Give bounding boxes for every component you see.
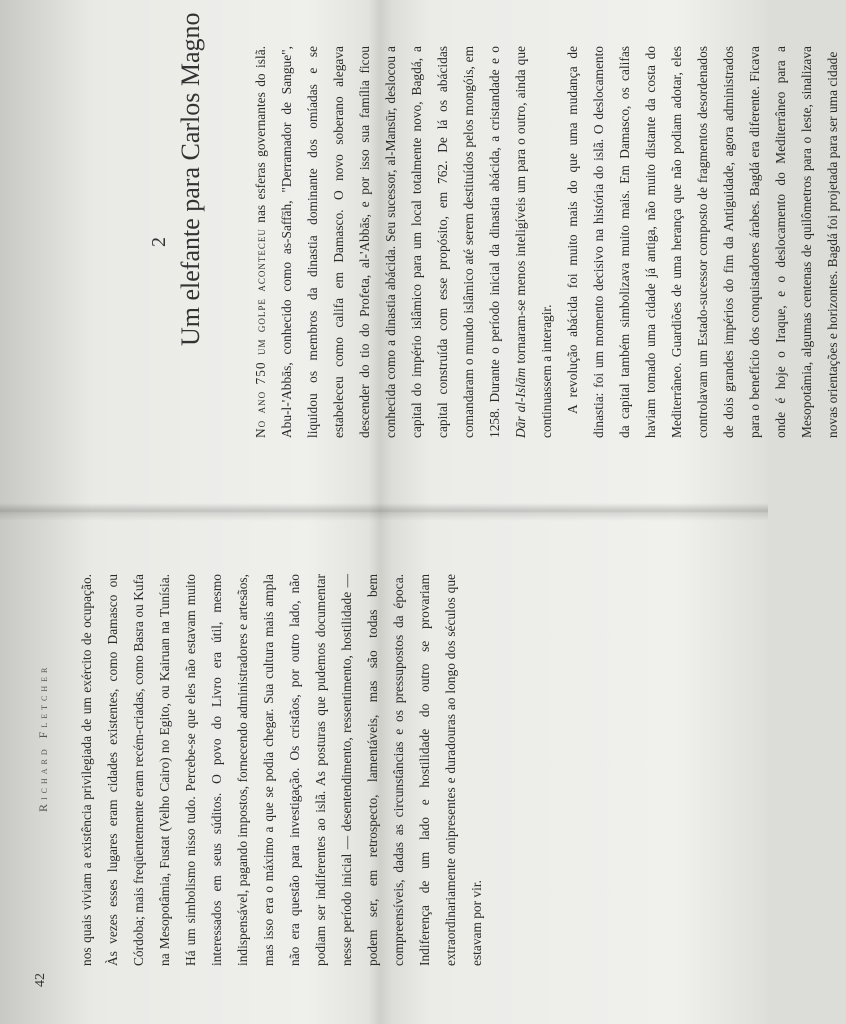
paragraph-2: A revolução abácida foi muito mais do que uma mudança de dinastia: foi um momento decisivo na história do islã. O deslocamento da capital também simbolizava muito mais. Em Damasco, os califas haviam tomado uma cidade já antiga, não muito distante da costa do Mediterrâneo. Guardiões de uma herança que não podiam adotar, eles controlavam um Estado-sucessor composto de fragmentos desordenados de dois grandes impérios do fim da Antiguidade, agora administrados para o benefício dos conquistadores árabes. Bagdá era diferente. Ficava onde é hoje o Iraque, e o deslocamento do Mediterrâneo para a Mesopotâmia, algumas centenas de quilômetros para o leste, sinalizava novas orientações e horizontes. Bagdá foi projetada para ser uma cidade bbox=[565, 46, 840, 438]
page-number: 42 bbox=[33, 973, 48, 987]
left-body-text bbox=[74, 574, 490, 966]
right-page bbox=[0, 0, 840, 512]
left-page bbox=[0, 512, 768, 1024]
italic-term: Dār al-Islām bbox=[513, 367, 528, 438]
lead-in-small-caps: No ano 750 um golpe aconteceu bbox=[253, 228, 268, 438]
chapter-number: 2 bbox=[148, 237, 170, 247]
chapter-title: Um elefante para Carlos Magno bbox=[176, 12, 205, 346]
paragraph-1-text-b: tornaram-se menos inteligíveis um para o outro, ainda que continuassem a interagir. bbox=[513, 46, 554, 438]
paragraph-1 bbox=[248, 46, 560, 438]
running-head: Richard Fletcher bbox=[36, 663, 50, 812]
left-paragraph: nos quais viviam a existência privilegiada de um exército de ocupação. Às vezes esses lugares eram cidades existentes, como Damasco ou Córdoba; mais freqüentemente eram recém-criadas, como Basra ou Kufa na Mesopotâmia, Fustat (Velho Cairo) no Egito, ou Kairuan na Tunísia. Há um simbolismo nisso tudo. Percebe-se que eles não estavam muito interessados em seus súditos. O povo do Livro era útil, mesmo indispensável, pagando impostos, fornecendo administradores e artesãos, mas isso era o máximo a que se podia chegar. Sua cultura mais ampla não era questão para investigação. Os cristãos, por outro lado, não podiam ser indiferentes ao islã. As posturas que pudemos documentar nesse período inicial — desentendimento, ressentimento, hostilidade — podem ser, em retrospecto, lamentáveis, mas são todas bem compreensíveis, dadas as circunstâncias e os pressupostos da época. Indiferença de um lado e hostilidade do outro se provariam extraordinariamente onipresentes e duradouras ao longo dos séculos que estavam por vir. bbox=[79, 574, 484, 966]
paragraph-1-text-a: nas esferas governantes do islã. Abu-l-'Abbās, conhecido como as-Saffāh, "Derramador de Sangue", liquidou os membros da dinastia dominante dos omíadas e se estabeleceu como califa em Damasco. O novo soberano alegava descender do tio do Profeta, al-'Abbās, e por isso sua família ficou conhecida como a dinastia abácida. Seu sucessor, al-Mansūr, deslocou a capital do império islâmico para um local totalmente novo, Bagdá, a capital construída com esse propósito, em 762. De lá os abácidas comandaram o mundo islâmico até serem destituídos pelos mongóis, em 1258. Durante o período inicial da dinastia abácida, a cristandade e o bbox=[253, 46, 502, 438]
right-body-text bbox=[248, 46, 846, 438]
